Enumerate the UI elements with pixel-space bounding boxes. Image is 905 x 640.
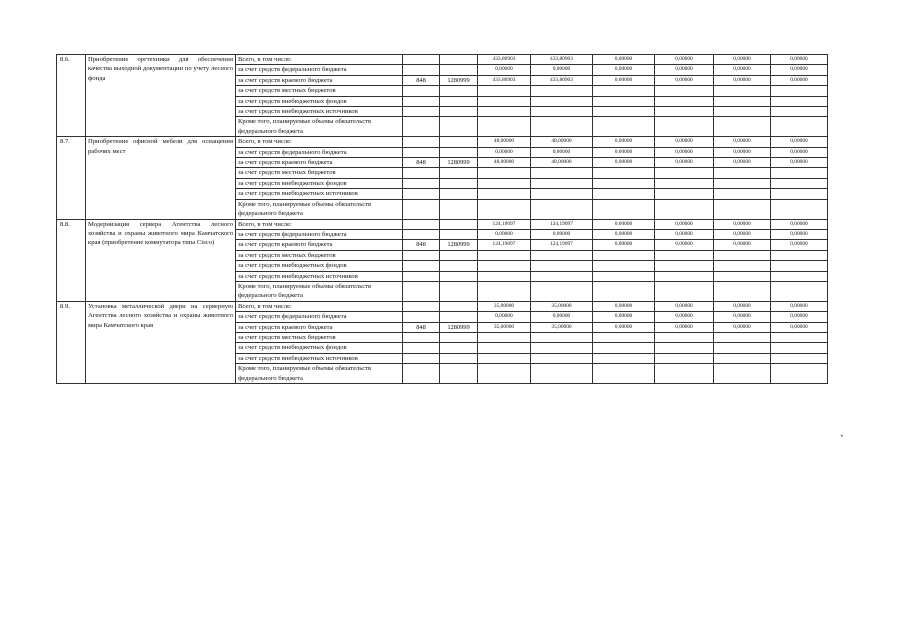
- amount-cell: 0,00000: [655, 158, 714, 168]
- budget-code-csr: [440, 261, 478, 271]
- amount-cell: 0,00000: [771, 229, 828, 239]
- amount-cell: 0,00000: [655, 137, 714, 147]
- amount-cell: [531, 199, 593, 219]
- amount-cell: 0,00000: [655, 219, 714, 229]
- amount-cell: [714, 364, 771, 384]
- amount-cell: 48,00000: [478, 158, 531, 168]
- funding-source: за счет средств внебюджетных фондов: [236, 343, 403, 353]
- amount-cell: [771, 178, 828, 188]
- budget-table-body: [57, 55, 828, 384]
- amount-cell: 35,00000: [531, 301, 593, 311]
- amount-cell: [593, 250, 655, 260]
- amount-cell: 0,00000: [771, 322, 828, 332]
- amount-cell: 48,00000: [531, 137, 593, 147]
- funding-source: Кроме того, планируемые объемы обязательств федерального бюджета: [236, 364, 403, 384]
- item-description: Приобретение офисной мебели для оснащения рабочих мест: [86, 137, 236, 219]
- budget-code-csr: [440, 168, 478, 178]
- budget-code-grbs: [403, 312, 440, 322]
- amount-cell: [655, 271, 714, 281]
- funding-source: за счет средств федерального бюджета: [236, 147, 403, 157]
- amount-cell: [771, 168, 828, 178]
- item-number: 8.6.: [57, 55, 86, 137]
- funding-source: за счет средств местных бюджетов: [236, 86, 403, 96]
- budget-code-csr: [440, 137, 478, 147]
- table-row: [57, 301, 828, 311]
- funding-source: за счет средств местных бюджетов: [236, 168, 403, 178]
- budget-code-grbs: 848: [403, 75, 440, 85]
- funding-source: Кроме того, планируемые объемы обязательств федерального бюджета: [236, 281, 403, 301]
- funding-source: за счет средств внебюджетных фондов: [236, 178, 403, 188]
- amount-cell: [771, 353, 828, 363]
- amount-cell: [593, 107, 655, 117]
- funding-source: за счет средств краевого бюджета: [236, 322, 403, 332]
- amount-cell: [478, 250, 531, 260]
- amount-cell: 0,00000: [531, 312, 593, 322]
- amount-cell: [655, 281, 714, 301]
- budget-code-grbs: [403, 137, 440, 147]
- amount-cell: 0,00000: [593, 219, 655, 229]
- budget-code-grbs: 848: [403, 240, 440, 250]
- amount-cell: [593, 353, 655, 363]
- budget-code-csr: [440, 147, 478, 157]
- budget-code-grbs: [403, 178, 440, 188]
- amount-cell: 0,00000: [714, 322, 771, 332]
- amount-cell: 0,00000: [771, 301, 828, 311]
- budget-code-csr: [440, 301, 478, 311]
- budget-code-grbs: [403, 147, 440, 157]
- amount-cell: 0,00000: [714, 158, 771, 168]
- amount-cell: [531, 343, 593, 353]
- budget-code-grbs: 848: [403, 322, 440, 332]
- amount-cell: 0,00000: [655, 301, 714, 311]
- funding-source: Всего, в том числе:: [236, 301, 403, 311]
- amount-cell: [531, 332, 593, 342]
- budget-code-csr: [440, 219, 478, 229]
- item-description: Приобретение оргтехники для обеспечения качества выходной документации по учету лесного фонда: [86, 55, 236, 137]
- budget-code-csr: [440, 107, 478, 117]
- budget-code-csr: 1280999: [440, 240, 478, 250]
- budget-code-csr: [440, 332, 478, 342]
- funding-source: за счет средств краевого бюджета: [236, 158, 403, 168]
- item-number: 8.7.: [57, 137, 86, 219]
- amount-cell: [531, 364, 593, 384]
- amount-cell: [771, 117, 828, 137]
- amount-cell: 0,00000: [531, 147, 593, 157]
- amount-cell: 0,00000: [771, 75, 828, 85]
- amount-cell: [714, 343, 771, 353]
- amount-cell: 0,00000: [593, 240, 655, 250]
- budget-code-grbs: [403, 168, 440, 178]
- budget-code-grbs: [403, 86, 440, 96]
- budget-code-csr: [440, 55, 478, 65]
- amount-cell: [478, 96, 531, 106]
- amount-cell: [531, 96, 593, 106]
- budget-code-csr: [440, 65, 478, 75]
- amount-cell: [593, 343, 655, 353]
- amount-cell: 0,00000: [655, 312, 714, 322]
- funding-source: за счет средств краевого бюджета: [236, 240, 403, 250]
- budget-code-grbs: [403, 229, 440, 239]
- amount-cell: 0,00000: [655, 147, 714, 157]
- amount-cell: [478, 178, 531, 188]
- amount-cell: 35,00000: [478, 301, 531, 311]
- budget-code-csr: [440, 86, 478, 96]
- amount-cell: 433,80903: [478, 75, 531, 85]
- amount-cell: [478, 86, 531, 96]
- amount-cell: 0,00000: [714, 75, 771, 85]
- amount-cell: 0,00000: [771, 65, 828, 75]
- amount-cell: [655, 86, 714, 96]
- funding-source: за счет средств внебюджетных фондов: [236, 261, 403, 271]
- amount-cell: [714, 261, 771, 271]
- amount-cell: [531, 178, 593, 188]
- amount-cell: [531, 271, 593, 281]
- amount-cell: 0,00000: [771, 158, 828, 168]
- funding-source: за счет средств внебюджетных источников: [236, 353, 403, 363]
- amount-cell: 0,00000: [714, 65, 771, 75]
- budget-code-csr: [440, 96, 478, 106]
- amount-cell: 433,80903: [478, 55, 531, 65]
- funding-source: за счет средств местных бюджетов: [236, 332, 403, 342]
- amount-cell: [593, 178, 655, 188]
- budget-code-grbs: [403, 301, 440, 311]
- budget-code-grbs: [403, 199, 440, 219]
- amount-cell: 0,00000: [478, 229, 531, 239]
- amount-cell: 0,00000: [655, 75, 714, 85]
- amount-cell: [655, 250, 714, 260]
- amount-cell: 0,00000: [593, 137, 655, 147]
- amount-cell: [771, 271, 828, 281]
- amount-cell: [478, 168, 531, 178]
- amount-cell: [655, 199, 714, 219]
- amount-cell: [478, 117, 531, 137]
- budget-code-csr: [440, 178, 478, 188]
- amount-cell: [655, 117, 714, 137]
- amount-cell: 124,19097: [531, 219, 593, 229]
- amount-cell: [655, 332, 714, 342]
- amount-cell: 0,00000: [655, 240, 714, 250]
- amount-cell: [714, 86, 771, 96]
- amount-cell: 0,00000: [593, 147, 655, 157]
- budget-code-grbs: [403, 343, 440, 353]
- funding-source: Кроме того, планируемые объемы обязательств федерального бюджета: [236, 117, 403, 137]
- funding-source: за счет средств внебюджетных фондов: [236, 96, 403, 106]
- amount-cell: [593, 271, 655, 281]
- amount-cell: 0,00000: [655, 55, 714, 65]
- amount-cell: 124,19097: [478, 219, 531, 229]
- amount-cell: [655, 96, 714, 106]
- amount-cell: [478, 364, 531, 384]
- amount-cell: [655, 343, 714, 353]
- amount-cell: [478, 189, 531, 199]
- budget-code-csr: [440, 281, 478, 301]
- amount-cell: [771, 107, 828, 117]
- amount-cell: [531, 117, 593, 137]
- amount-cell: [771, 189, 828, 199]
- item-number: 8.9.: [57, 301, 86, 383]
- amount-cell: 0,00000: [714, 312, 771, 322]
- budget-code-grbs: [403, 353, 440, 363]
- amount-cell: 0,00000: [593, 75, 655, 85]
- amount-cell: 0,00000: [478, 147, 531, 157]
- funding-source: Кроме того, планируемые объемы обязательств федерального бюджета: [236, 199, 403, 219]
- amount-cell: [771, 261, 828, 271]
- budget-code-csr: [440, 271, 478, 281]
- amount-cell: [714, 199, 771, 219]
- amount-cell: 0,00000: [771, 312, 828, 322]
- amount-cell: 0,00000: [593, 301, 655, 311]
- amount-cell: [655, 189, 714, 199]
- amount-cell: 0,00000: [771, 240, 828, 250]
- item-description: Установка металлической двери на серверную Агентства лесного хозяйства и охраны животного мира Камчатского края: [86, 301, 236, 383]
- amount-cell: 0,00000: [714, 55, 771, 65]
- funding-source: за счет средств краевого бюджета: [236, 75, 403, 85]
- funding-source: за счет средств местных бюджетов: [236, 250, 403, 260]
- amount-cell: 0,00000: [771, 55, 828, 65]
- amount-cell: [714, 117, 771, 137]
- funding-source: за счет средств федерального бюджета: [236, 229, 403, 239]
- amount-cell: [531, 107, 593, 117]
- budget-code-csr: [440, 199, 478, 219]
- amount-cell: [771, 343, 828, 353]
- amount-cell: [655, 168, 714, 178]
- budget-code-grbs: [403, 332, 440, 342]
- amount-cell: [771, 199, 828, 219]
- amount-cell: [771, 332, 828, 342]
- amount-cell: 124,19097: [531, 240, 593, 250]
- page-corner-mark: •: [840, 433, 844, 440]
- amount-cell: 0,00000: [714, 240, 771, 250]
- table-row: [57, 219, 828, 229]
- amount-cell: [478, 107, 531, 117]
- funding-source: за счет средств федерального бюджета: [236, 65, 403, 75]
- amount-cell: 0,00000: [655, 229, 714, 239]
- budget-code-grbs: [403, 107, 440, 117]
- amount-cell: [593, 86, 655, 96]
- budget-code-grbs: [403, 219, 440, 229]
- amount-cell: [771, 364, 828, 384]
- amount-cell: 0,00000: [593, 158, 655, 168]
- amount-cell: [531, 281, 593, 301]
- amount-cell: 0,00000: [771, 147, 828, 157]
- amount-cell: 0,00000: [771, 219, 828, 229]
- budget-code-grbs: [403, 189, 440, 199]
- budget-table: [56, 54, 828, 384]
- funding-source: Всего, в том числе:: [236, 55, 403, 65]
- funding-source: за счет средств внебюджетных источников: [236, 189, 403, 199]
- budget-code-csr: [440, 229, 478, 239]
- budget-code-grbs: [403, 65, 440, 75]
- amount-cell: [714, 189, 771, 199]
- amount-cell: 0,00000: [714, 229, 771, 239]
- amount-cell: [655, 364, 714, 384]
- table-row: [57, 55, 828, 65]
- amount-cell: [593, 117, 655, 137]
- budget-code-csr: [440, 189, 478, 199]
- amount-cell: 0,00000: [714, 137, 771, 147]
- item-description: Модернизация сервера Агентства лесного хозяйства и охраны животного мира Камчатского края (приобретение коммутатора типа Cisco): [86, 219, 236, 301]
- budget-code-csr: [440, 117, 478, 137]
- amount-cell: [593, 96, 655, 106]
- amount-cell: [593, 281, 655, 301]
- funding-source: за счет средств внебюджетных источников: [236, 107, 403, 117]
- table-row: [57, 137, 828, 147]
- funding-source: Всего, в том числе:: [236, 219, 403, 229]
- amount-cell: 0,00000: [531, 65, 593, 75]
- budget-code-grbs: [403, 364, 440, 384]
- amount-cell: [714, 332, 771, 342]
- amount-cell: [478, 332, 531, 342]
- amount-cell: 0,00000: [714, 301, 771, 311]
- funding-source: Всего, в том числе:: [236, 137, 403, 147]
- budget-code-csr: 1280999: [440, 322, 478, 332]
- item-number: 8.8.: [57, 219, 86, 301]
- amount-cell: [478, 199, 531, 219]
- budget-code-grbs: [403, 55, 440, 65]
- budget-code-grbs: [403, 117, 440, 137]
- amount-cell: 0,00000: [478, 312, 531, 322]
- budget-code-grbs: [403, 250, 440, 260]
- amount-cell: [655, 178, 714, 188]
- amount-cell: [593, 332, 655, 342]
- budget-code-csr: [440, 343, 478, 353]
- amount-cell: 48,00000: [478, 137, 531, 147]
- budget-code-grbs: [403, 281, 440, 301]
- amount-cell: 0,00000: [593, 65, 655, 75]
- amount-cell: 0,00000: [593, 322, 655, 332]
- amount-cell: [714, 281, 771, 301]
- amount-cell: [478, 353, 531, 363]
- amount-cell: 433,80903: [531, 75, 593, 85]
- amount-cell: 0,00000: [531, 229, 593, 239]
- amount-cell: 0,00000: [593, 312, 655, 322]
- amount-cell: [771, 86, 828, 96]
- amount-cell: [478, 261, 531, 271]
- amount-cell: [771, 250, 828, 260]
- budget-code-grbs: [403, 271, 440, 281]
- budget-code-csr: [440, 353, 478, 363]
- amount-cell: 124,19097: [478, 240, 531, 250]
- budget-code-csr: [440, 250, 478, 260]
- amount-cell: 0,00000: [714, 219, 771, 229]
- amount-cell: 0,00000: [478, 65, 531, 75]
- amount-cell: [478, 343, 531, 353]
- amount-cell: [478, 271, 531, 281]
- amount-cell: [655, 261, 714, 271]
- budget-code-csr: 1280999: [440, 75, 478, 85]
- amount-cell: 48,00000: [531, 158, 593, 168]
- amount-cell: [714, 353, 771, 363]
- amount-cell: [478, 281, 531, 301]
- amount-cell: 0,00000: [714, 147, 771, 157]
- amount-cell: [593, 189, 655, 199]
- amount-cell: 35,00000: [478, 322, 531, 332]
- amount-cell: [714, 168, 771, 178]
- budget-code-csr: 1280999: [440, 158, 478, 168]
- funding-source: за счет средств федерального бюджета: [236, 312, 403, 322]
- budget-code-csr: [440, 364, 478, 384]
- amount-cell: [531, 168, 593, 178]
- budget-code-csr: [440, 312, 478, 322]
- amount-cell: [593, 199, 655, 219]
- amount-cell: [714, 96, 771, 106]
- amount-cell: 0,00000: [771, 137, 828, 147]
- amount-cell: 0,00000: [593, 55, 655, 65]
- amount-cell: [593, 261, 655, 271]
- amount-cell: [655, 353, 714, 363]
- amount-cell: [531, 250, 593, 260]
- amount-cell: 35,00000: [531, 322, 593, 332]
- budget-code-grbs: [403, 96, 440, 106]
- amount-cell: [714, 178, 771, 188]
- amount-cell: [531, 189, 593, 199]
- budget-code-grbs: [403, 261, 440, 271]
- amount-cell: 433,80903: [531, 55, 593, 65]
- amount-cell: [531, 86, 593, 96]
- amount-cell: [714, 271, 771, 281]
- amount-cell: [593, 364, 655, 384]
- amount-cell: [771, 96, 828, 106]
- amount-cell: [655, 107, 714, 117]
- amount-cell: [593, 168, 655, 178]
- amount-cell: [531, 353, 593, 363]
- funding-source: за счет средств внебюджетных источников: [236, 271, 403, 281]
- amount-cell: 0,00000: [655, 322, 714, 332]
- amount-cell: [714, 250, 771, 260]
- amount-cell: [714, 107, 771, 117]
- amount-cell: [531, 261, 593, 271]
- amount-cell: 0,00000: [593, 229, 655, 239]
- amount-cell: [771, 281, 828, 301]
- amount-cell: 0,00000: [655, 65, 714, 75]
- budget-code-grbs: 848: [403, 158, 440, 168]
